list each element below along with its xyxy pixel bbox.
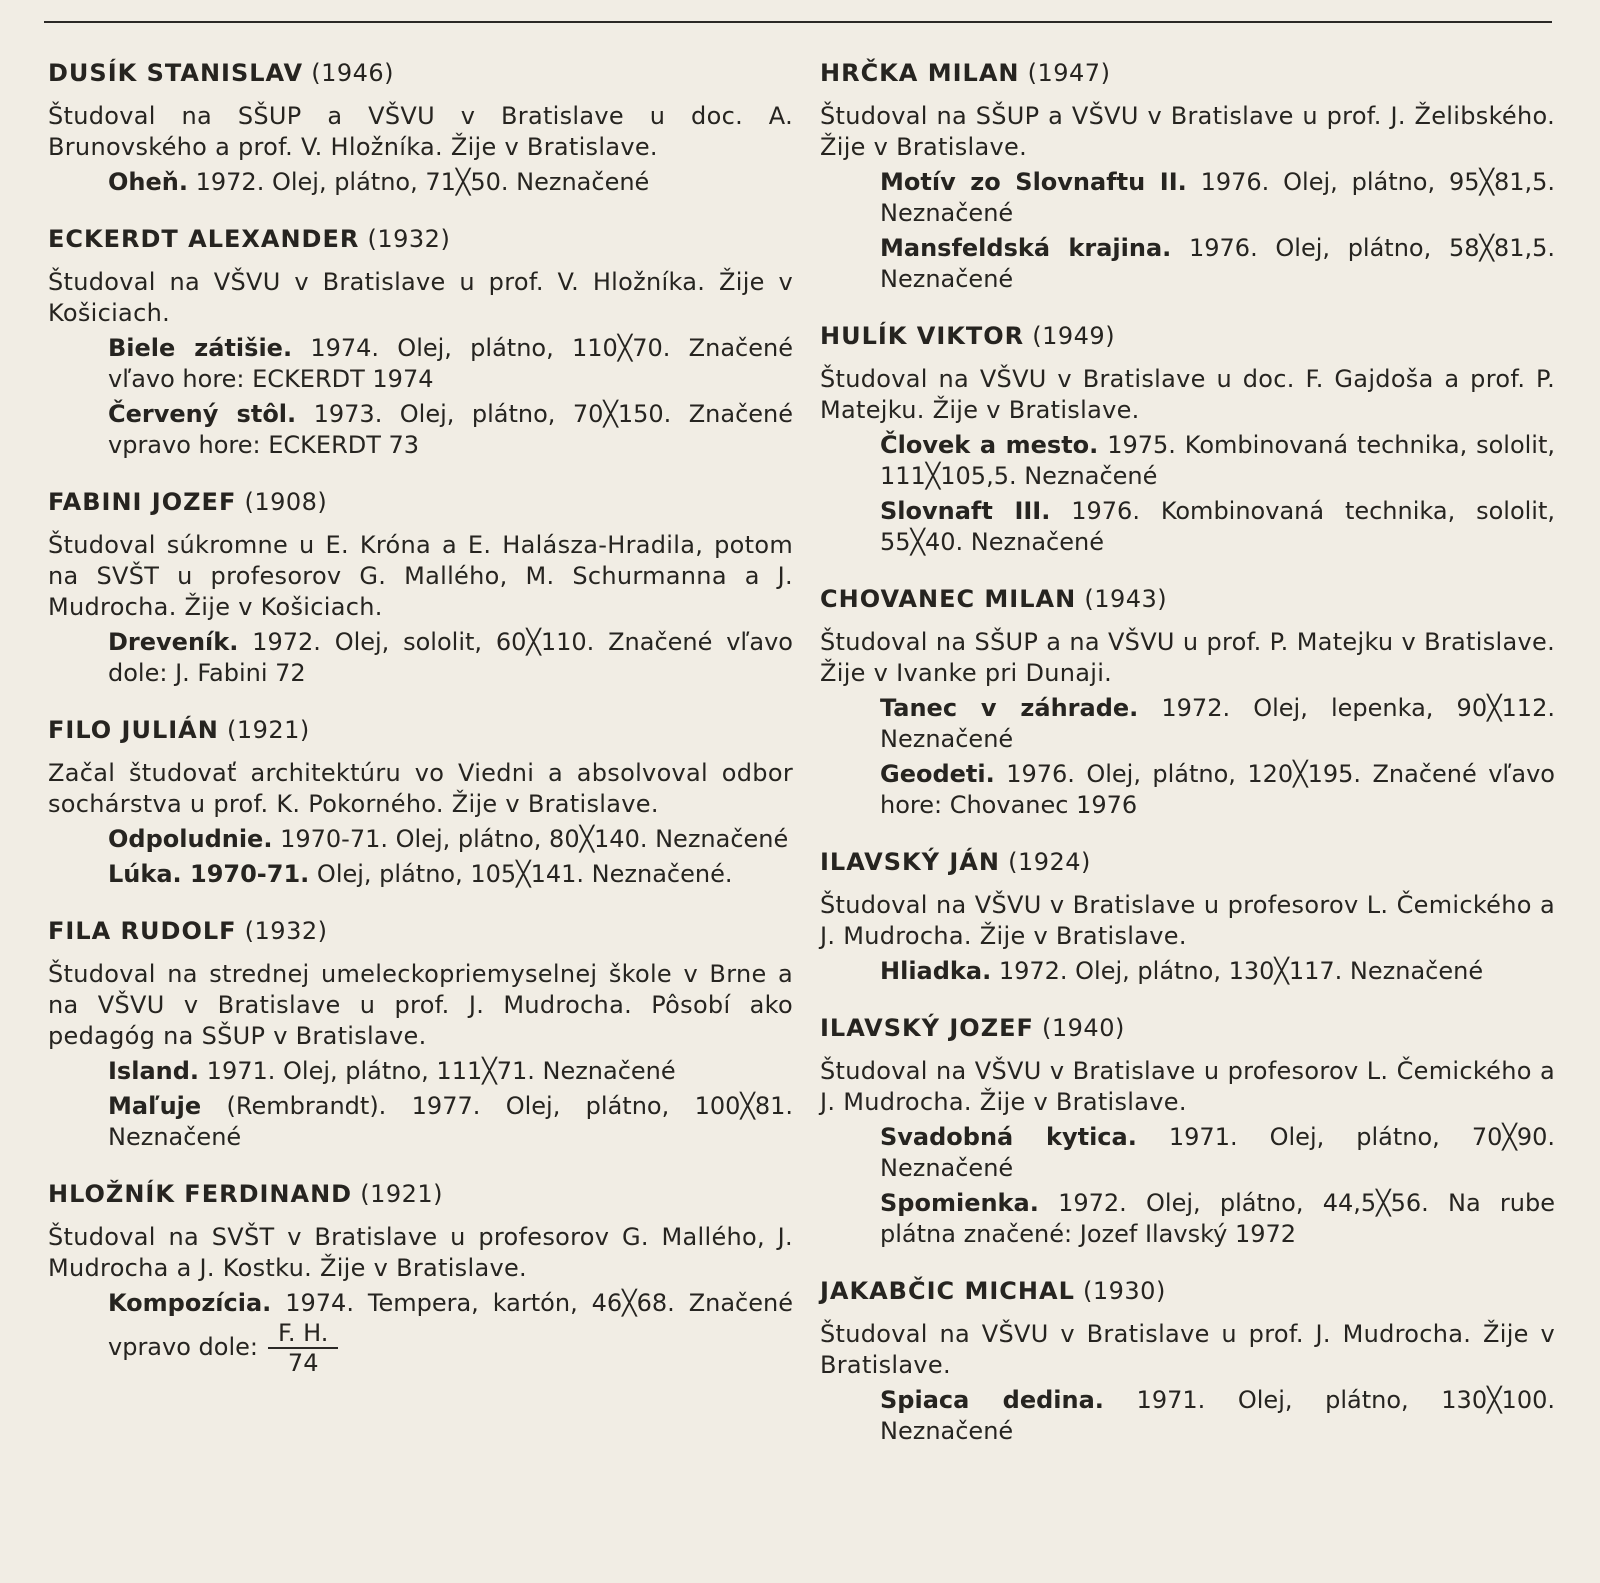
artwork-details: (Rembrandt). 1977. Olej, plátno, 100╳81. Neznačené xyxy=(108,1092,793,1151)
artist-bio: Študoval súkromne u E. Króna a E. Halásza-Hradila, potom na SVŠT u profesorov G. Mallého, M. Schurmanna a J. Mudrocha. Žije v Košiciach. xyxy=(48,531,793,621)
artwork-details: 1974. Tempera, kartón, 46╳68. Značené vpravo dole: xyxy=(108,1289,793,1361)
artwork xyxy=(820,1122,1555,1184)
artwork xyxy=(820,956,1555,987)
artist-bio: Študoval na VŠVU v Bratislave u prof. V. Hložníka. Žije v Košiciach. xyxy=(48,268,793,327)
left-column xyxy=(48,58,793,1403)
artwork-details: 1970-71. Olej, plátno, 80╳140. Neznačené xyxy=(280,825,789,853)
artist-entry xyxy=(820,1013,1555,1250)
artist-name: FABINI JOZEF xyxy=(48,488,237,516)
artist-entry xyxy=(820,1276,1555,1447)
artwork-title: Spiaca dedina. xyxy=(880,1386,1104,1414)
artwork-title: Odpoludnie. xyxy=(108,825,273,853)
artist-years: (1949) xyxy=(1032,322,1116,350)
artist-years: (1921) xyxy=(360,1180,444,1208)
right-column xyxy=(820,58,1555,1473)
artist-entry xyxy=(48,715,793,890)
artist-name: ECKERDT ALEXANDER xyxy=(48,225,360,253)
artwork-title: Svadobná kytica. xyxy=(880,1123,1137,1151)
artwork xyxy=(820,693,1555,755)
artwork-title: Geodeti. xyxy=(880,760,995,788)
artwork xyxy=(48,627,793,689)
artist-bio: Študoval na VŠVU v Bratislave u prof. J. Mudrocha. Žije v Bratislave. xyxy=(820,1320,1555,1379)
artwork-title: Oheň. xyxy=(108,168,188,196)
artist-bio: Študoval na VŠVU v Bratislave u profesorov L. Čemického a J. Mudrocha. Žije v Bratislave. xyxy=(820,891,1555,950)
artwork-title: Slovnaft III. xyxy=(880,497,1051,525)
artwork-details: 1976. Olej, plátno, 95╳81,5. Neznačené xyxy=(880,168,1556,227)
artwork xyxy=(48,399,793,461)
artwork xyxy=(48,824,793,855)
artist-entry xyxy=(48,58,793,198)
artwork xyxy=(820,1385,1555,1447)
artwork-details: 1971. Olej, plátno, 111╳71. Neznačené xyxy=(206,1057,676,1085)
artwork-title: Človek a mesto. xyxy=(880,431,1099,459)
artist-bio: Študoval na strednej umeleckopriemyselnej škole v Brne a na VŠVU v Bratislave u prof. J. Mudrocha. Pôsobí ako pedagóg na SŠUP v Bratislave. xyxy=(48,960,793,1050)
artwork-title: Spomienka. xyxy=(880,1189,1039,1217)
signature-initials: F. H. xyxy=(268,1319,338,1349)
artist-years: (1908) xyxy=(244,488,328,516)
artist-years: (1921) xyxy=(226,716,310,744)
signature-fraction xyxy=(268,1319,338,1377)
artwork xyxy=(48,167,793,198)
artist-name: FILO JULIÁN xyxy=(48,716,219,744)
artist-years: (1946) xyxy=(311,59,395,87)
artist-name: DUSÍK STANISLAV xyxy=(48,59,304,87)
artwork xyxy=(820,759,1555,821)
artist-bio: Študoval na SŠUP a VŠVU v Bratislave u doc. A. Brunovského a prof. V. Hložníka. Žije v Bratislave. xyxy=(48,102,793,161)
artwork-details: 1973. Olej, plátno, 70╳150. Značené vpravo hore: ECKERDT 73 xyxy=(108,400,793,459)
artist-entry xyxy=(48,224,793,461)
artist-entry xyxy=(820,321,1555,558)
artwork-title: Maľuje xyxy=(108,1092,202,1120)
artist-bio: Začal študovať architektúru vo Viedni a absolvoval odbor sochárstva u prof. K. Pokorného. Žije v Bratislave. xyxy=(48,759,793,818)
artwork xyxy=(48,1288,793,1377)
artwork xyxy=(48,1091,793,1153)
artist-entry xyxy=(820,58,1555,295)
signature-year: 74 xyxy=(287,1349,319,1377)
artwork xyxy=(820,1188,1555,1250)
artist-years: (1940) xyxy=(1042,1014,1125,1042)
artist-name: ILAVSKÝ JÁN xyxy=(820,848,1000,876)
artist-bio: Študoval na SVŠT v Bratislave u profesorov G. Mallého, J. Mudrocha a J. Kostku. Žije v Bratislave. xyxy=(48,1223,793,1282)
artist-name: FILA RUDOLF xyxy=(48,917,237,945)
artist-years: (1924) xyxy=(1008,848,1091,876)
artist-bio: Študoval na VŠVU v Bratislave u doc. F. Gajdoša a prof. P. Matejku. Žije v Bratislave. xyxy=(820,365,1555,424)
artist-years: (1932) xyxy=(244,917,328,945)
artist-name: ILAVSKÝ JOZEF xyxy=(820,1014,1034,1042)
artwork xyxy=(48,1056,793,1087)
artwork-details: 1975. Kombinovaná technika, sololit, 111╳105,5. Neznačené xyxy=(880,431,1556,490)
artist-years: (1932) xyxy=(367,225,451,253)
artwork-title: Červený stôl. xyxy=(108,400,297,428)
artwork xyxy=(820,167,1555,229)
artwork xyxy=(820,233,1555,295)
artist-entry xyxy=(48,487,793,689)
artwork-details: 1971. Olej, plátno, 130╳100. Neznačené xyxy=(880,1386,1555,1445)
artwork-details: 1976. Olej, plátno, 58╳81,5. Neznačené xyxy=(880,234,1555,293)
top-rule xyxy=(44,21,1552,23)
artwork-details: 1972. Olej, lepenka, 90╳112. Neznačené xyxy=(880,694,1555,753)
artwork xyxy=(48,859,793,890)
artist-name: CHOVANEC MILAN xyxy=(820,585,1077,613)
artwork-details: 1972. Olej, plátno, 44,5╳56. Na rube plátna značené: Jozef Ilavský 1972 xyxy=(880,1189,1555,1248)
artwork-title: Island. xyxy=(108,1057,200,1085)
artwork-details: 1972. Olej, plátno, 71╳50. Neznačené xyxy=(195,168,650,196)
artwork xyxy=(820,496,1555,558)
artist-bio: Študoval na SŠUP a VŠVU v Bratislave u prof. J. Želibského. Žije v Bratislave. xyxy=(820,102,1555,161)
artwork-details: 1972. Olej, plátno, 130╳117. Neznačené xyxy=(998,957,1484,985)
artwork-details: 1972. Olej, sololit, 60╳110. Značené vľavo dole: J. Fabini 72 xyxy=(108,628,793,687)
artwork-title: Tanec v záhrade. xyxy=(880,694,1139,722)
artist-entry xyxy=(820,584,1555,821)
artist-years: (1947) xyxy=(1027,59,1111,87)
artwork-title: Kompozícia. xyxy=(108,1289,272,1317)
artist-entry xyxy=(48,1179,793,1377)
artist-bio: Študoval na SŠUP a na VŠVU u prof. P. Matejku v Bratislave. Žije v Ivanke pri Dunaji. xyxy=(820,628,1555,687)
artwork-title: Dreveník. xyxy=(108,628,239,656)
artwork-title: Mansfeldská krajina. xyxy=(880,234,1172,262)
artwork-details: 1971. Olej, plátno, 70╳90. Neznačené xyxy=(880,1123,1555,1182)
artwork-details: 1976. Olej, plátno, 120╳195. Značené vľavo hore: Chovanec 1976 xyxy=(880,760,1555,819)
artist-name: HLOŽNÍK FERDINAND xyxy=(48,1180,353,1208)
artist-name: JAKABČIC MICHAL xyxy=(820,1277,1075,1305)
artwork-title: Hliadka. xyxy=(880,957,992,985)
artist-name: HULÍK VIKTOR xyxy=(820,322,1025,350)
artist-bio: Študoval na VŠVU v Bratislave u profesorov L. Čemického a J. Mudrocha. Žije v Bratislave. xyxy=(820,1057,1555,1116)
artwork-details: 1974. Olej, plátno, 110╳70. Značené vľavo hore: ECKERDT 1974 xyxy=(108,334,793,393)
artwork-title: Lúka. 1970-71. xyxy=(108,860,310,888)
artwork xyxy=(48,333,793,395)
artwork-title: Biele zátišie. xyxy=(108,334,293,362)
artist-years: (1930) xyxy=(1083,1277,1166,1305)
artist-entry xyxy=(48,916,793,1153)
artwork-details: 1976. Kombinovaná technika, sololit, 55╳40. Neznačené xyxy=(880,497,1556,556)
artist-years: (1943) xyxy=(1084,585,1168,613)
artwork-details: Olej, plátno, 105╳141. Neznačené. xyxy=(316,860,733,888)
artwork xyxy=(820,430,1555,492)
artist-name: HRČKA MILAN xyxy=(820,59,1020,87)
artist-entry xyxy=(820,847,1555,987)
artwork-title: Motív zo Slovnaftu II. xyxy=(880,168,1187,196)
